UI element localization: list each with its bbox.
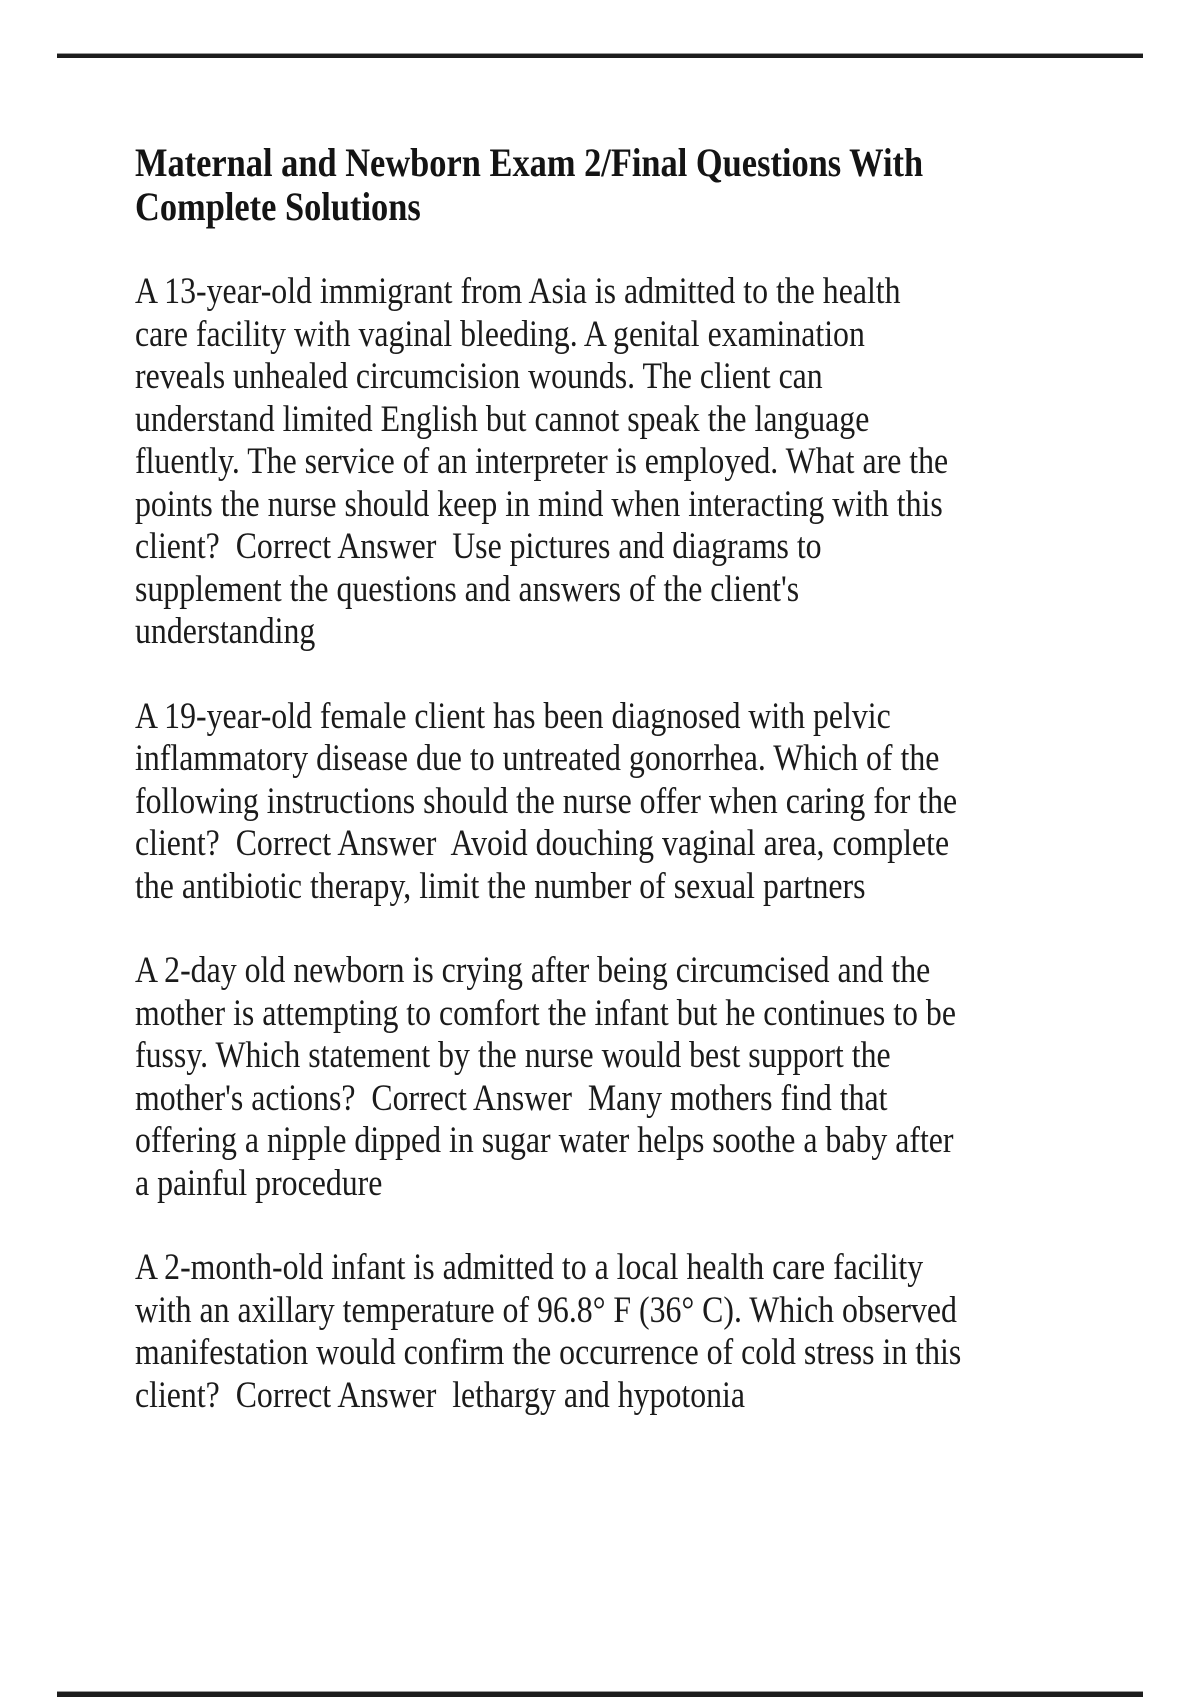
text-line: manifestation would confirm the occurrence of cold stress in this (135, 1332, 962, 1373)
text-line: mother's actions? Correct Answer Many mothers find that (135, 1077, 888, 1119)
text-line: a painful procedure (135, 1162, 383, 1204)
text-line: inflammatory disease due to untreated gonorrhea. Which of the (135, 738, 940, 779)
text-line: understanding (135, 611, 316, 652)
text-line: client? Correct Answer Use pictures and diagrams to (135, 526, 822, 567)
text-line: client? Correct Answer lethargy and hypotonia (135, 1374, 746, 1416)
text-line: with an axillary temperature of 96.8° F (36° C). Which observed (135, 1289, 957, 1331)
qa-paragraph (135, 1247, 1200, 1417)
text-line: fluently. The service of an interpreter is employed. What are the (135, 441, 949, 482)
text-line: Maternal and Newborn Exam 2/Final Questions With (135, 140, 924, 185)
page-content (135, 141, 1200, 1417)
text-line: mother is attempting to comfort the infant but he continues to be (135, 992, 956, 1034)
text-line: offering a nipple dipped in sugar water helps soothe a baby after (135, 1120, 954, 1161)
text-line: A 2-day old newborn is crying after being circumcised and the (135, 950, 931, 991)
top-horizontal-rule (57, 54, 1143, 58)
text-line: care facility with vaginal bleeding. A genital examination (135, 313, 865, 355)
text-line: understand limited English but cannot speak the language (135, 398, 870, 440)
text-line: Complete Solutions (135, 184, 421, 229)
text-line: A 2-month-old infant is admitted to a local health care facility (135, 1247, 924, 1288)
bottom-horizontal-rule (57, 1692, 1143, 1697)
text-line: A 19-year-old female client has been diagnosed with pelvic (135, 695, 891, 737)
text-line: reveals unhealed circumcision wounds. The client can (135, 356, 823, 397)
text-line: fussy. Which statement by the nurse would best support the (135, 1035, 891, 1076)
qa-paragraph (135, 271, 1200, 654)
text-line: client? Correct Answer Avoid douching vaginal area, complete (135, 823, 950, 864)
text-line: following instructions should the nurse offer when caring for the (135, 780, 958, 822)
qa-paragraph (135, 696, 1200, 909)
qa-paragraph (135, 950, 1200, 1205)
qa-paragraph-list (135, 271, 1200, 1417)
text-line: the antibiotic therapy, limit the number of sexual partners (135, 865, 866, 907)
text-line: A 13-year-old immigrant from Asia is admitted to the health (135, 271, 901, 312)
text-line: supplement the questions and answers of the client's (135, 568, 800, 610)
document-title (135, 141, 1200, 229)
text-line: points the nurse should keep in mind when interacting with this (135, 483, 943, 525)
